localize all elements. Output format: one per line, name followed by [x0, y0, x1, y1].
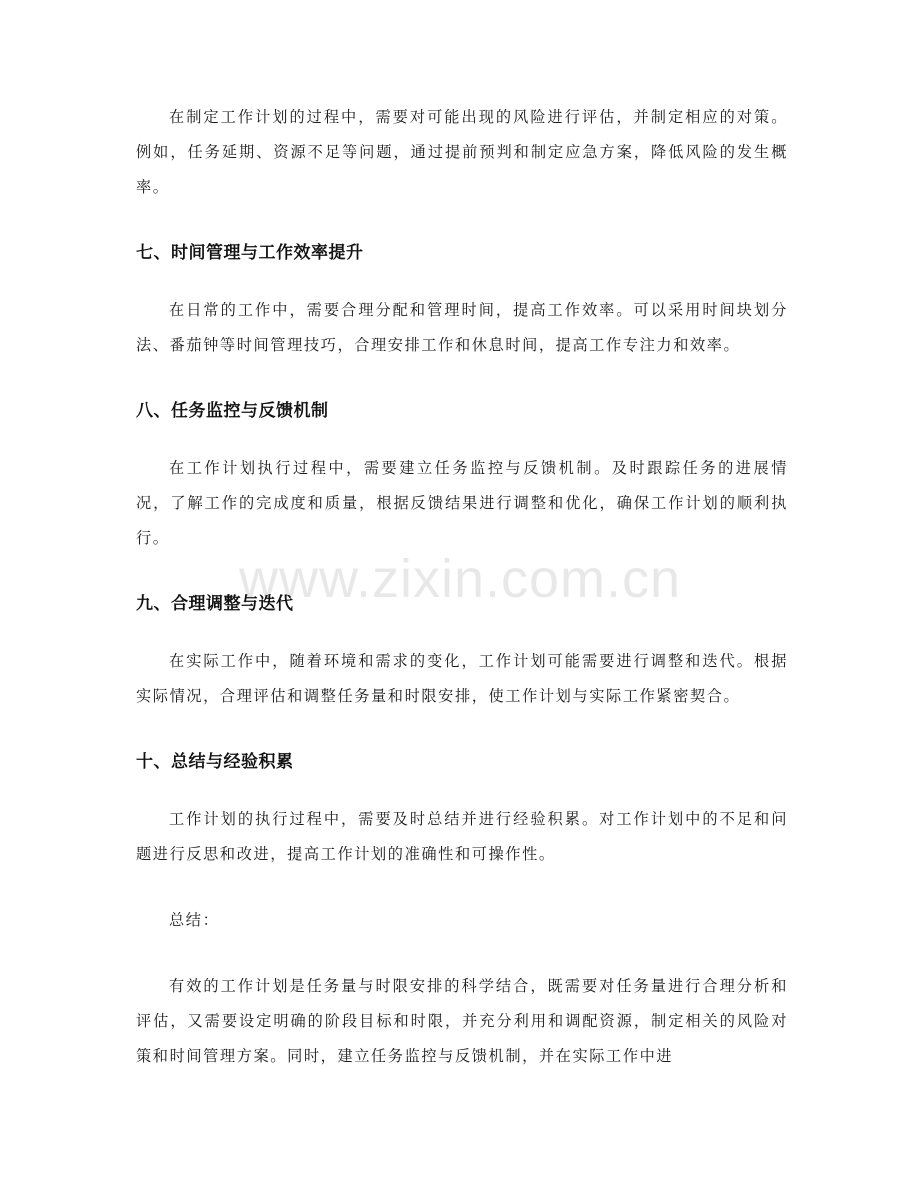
paragraph-adjustment: 在实际工作中，随着环境和需求的变化，工作计划可能需要进行调整和迭代。根据实际情况，合理评估和调整任务量和时限安排，使工作计划与实际工作紧密契合。: [136, 652, 788, 705]
paragraph-task-monitoring: 在工作计划执行过程中，需要建立任务监控与反馈机制。及时跟踪任务的进展情况，了解工作的完成度和质量，根据反馈结果进行调整和优化，确保工作计划的顺利执行。: [136, 459, 788, 547]
watermark: www.zixin.com.cn: [238, 549, 682, 609]
paragraph-summary-experience: 工作计划的执行过程中，需要及时总结并进行经验积累。对工作计划中的不足和问题进行反思和改进，提高工作计划的准确性和可操作性。: [136, 810, 788, 863]
section-heading-adjustment: 九、合理调整与迭代: [136, 594, 294, 614]
document-body: [136, 100, 788, 1105]
section-heading-task-monitoring: 八、任务监控与反馈机制: [136, 401, 329, 421]
summary-label: 总结：: [169, 911, 220, 929]
paragraph-time-management: 在日常的工作中，需要合理分配和管理时间，提高工作效率。可以采用时间块划分法、番茄钟等时间管理技巧，合理安排工作和休息时间，提高工作专注力和效率。: [136, 301, 788, 354]
paragraph-conclusion: 有效的工作计划是任务量与时限安排的科学结合，既需要对任务量进行合理分析和评估，又需要设定明确的阶段目标和时限，并充分利用和调配资源，制定相关的风险对策和时间管理方案。同时，建立任务监控与反馈机制，并在实际工作中进: [136, 977, 788, 1065]
paragraph-risk-assessment: 在制定工作计划的过程中，需要对可能出现的风险进行评估，并制定相应的对策。例如，任务延期、资源不足等问题，通过提前预判和制定应急方案，降低风险的发生概率。: [136, 108, 788, 196]
section-heading-time-management: 七、时间管理与工作效率提升: [136, 243, 364, 263]
section-heading-summary-experience: 十、总结与经验积累: [136, 752, 294, 772]
